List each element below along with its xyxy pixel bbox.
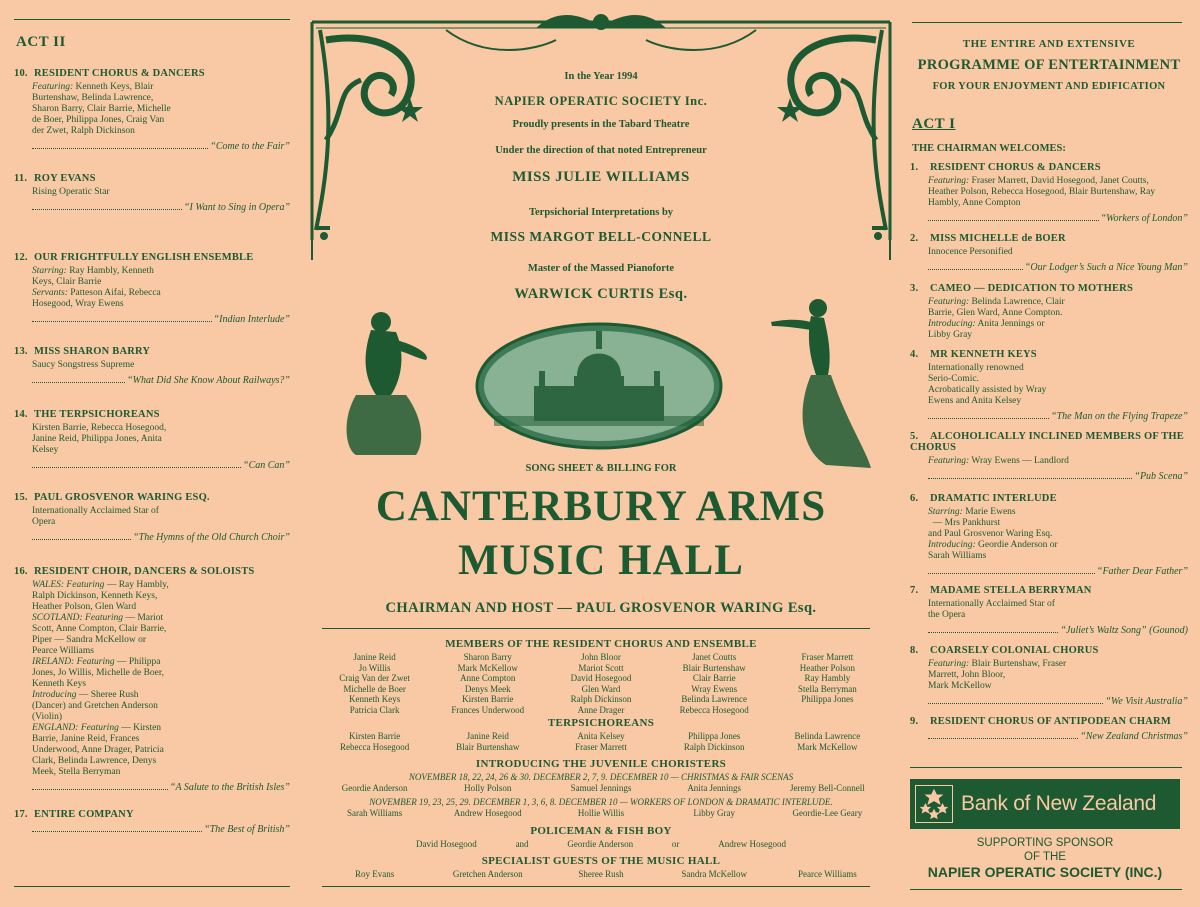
item-song: “Indian Interlude” bbox=[14, 314, 290, 325]
item-title bbox=[910, 585, 1188, 596]
cast-name: Sandra McKellow bbox=[681, 869, 748, 879]
juvenile-dates-2: NOVEMBER 19, 23, 25, 29. DECEMBER 1, 3, 6, 8. DECEMBER 10 — WORKERS OF LONDON & DRAMATIC INTERLUDE. bbox=[369, 797, 833, 807]
item-song: “Juliet’s Waltz Song” (Gounod) bbox=[910, 625, 1188, 636]
item-number: 3. bbox=[910, 283, 919, 294]
cast-name: Philippa Jones bbox=[688, 731, 741, 741]
cast-name: Craig Van der Zwet bbox=[339, 673, 410, 683]
cast-name: or bbox=[671, 839, 680, 849]
item-credits: Starring: Ray Hambly, Kenneth Keys, Clair Barrie Servants: Patteson Aifai, Rebecca Hosegood, Wray Ewens bbox=[32, 266, 161, 309]
cast-name: Ralph Dickinson bbox=[683, 741, 745, 752]
item-heading: MADAME STELLA BERRYMAN bbox=[930, 585, 1092, 596]
cast-name: Mariot Scott bbox=[578, 662, 624, 673]
item-heading: COARSELY COLONIAL CHORUS bbox=[930, 645, 1099, 656]
item-number: 13. bbox=[14, 346, 28, 357]
cast-name: Anita Kelsey bbox=[577, 731, 625, 741]
cast-name: David Hosegood bbox=[416, 839, 477, 849]
item-heading: CAMEO — DEDICATION TO MOTHERS bbox=[930, 283, 1133, 294]
act-two-item bbox=[14, 68, 290, 152]
act-one-item bbox=[910, 283, 1188, 341]
cast-name: Mark McKellow bbox=[797, 741, 858, 752]
cast-name: Ray Hambly bbox=[804, 673, 851, 683]
terpsichoreans-list bbox=[318, 731, 884, 752]
item-title bbox=[910, 162, 1188, 173]
juvenile-list-2 bbox=[318, 808, 884, 819]
cast-name: Anita Jennings bbox=[687, 783, 742, 793]
act-one-item bbox=[910, 585, 1188, 636]
cast-name: Belinda Lawrence bbox=[794, 731, 861, 741]
cast-name: Rebecca Hosegood bbox=[679, 704, 749, 715]
item-number: 17. bbox=[14, 809, 28, 820]
cast-name: Belinda Lawrence bbox=[681, 694, 748, 704]
cast-name: Mark McKellow bbox=[457, 662, 518, 673]
cast-name: Stella Berryman bbox=[798, 683, 857, 694]
item-credits: Featuring: Belinda Lawrence, Clair Barrie, Glen Ward, Anne Compton. Introducing: Anita Jennings or Libby Gray bbox=[928, 297, 1065, 340]
cast-name: Geordie-Lee Geary bbox=[792, 808, 863, 818]
item-song: “What Did She Know About Railways?” bbox=[14, 375, 290, 386]
item-number: 2. bbox=[910, 233, 919, 244]
society-name: NAPIER OPERATIC SOCIETY Inc. bbox=[494, 94, 708, 108]
item-heading: ROY EVANS bbox=[34, 173, 96, 184]
cast-name: Heather Polson bbox=[799, 662, 856, 673]
item-heading: ENTIRE COMPANY bbox=[34, 809, 134, 820]
cast-name: Anne Drager bbox=[577, 704, 625, 715]
playbill-center bbox=[306, 0, 896, 907]
act-one-item bbox=[910, 349, 1188, 422]
direction-line: Under the direction of that noted Entrepreneur bbox=[495, 145, 707, 156]
item-song: “I Want to Sing in Opera” bbox=[14, 202, 290, 213]
item-heading: RESIDENT CHORUS OF ANTIPODEAN CHARM bbox=[930, 716, 1171, 727]
act-two-column bbox=[14, 0, 290, 907]
item-heading: ALCOHOLICALLY INCLINED MEMBERS OF THE CHORUS bbox=[910, 431, 1185, 453]
cast-name: Michelle de Boer bbox=[343, 683, 406, 694]
item-credits: Featuring: Wray Ewens — Landlord bbox=[928, 456, 1069, 466]
bank-logo-banner bbox=[910, 779, 1180, 829]
act-one-item bbox=[910, 233, 1188, 273]
item-title bbox=[910, 233, 1188, 244]
item-heading: THE TERPSICHOREANS bbox=[34, 409, 160, 420]
item-song: “Workers of London” bbox=[910, 213, 1188, 224]
act-two-heading: ACT II bbox=[16, 34, 66, 50]
guests-heading: SPECIALIST GUESTS OF THE MUSIC HALL bbox=[481, 855, 721, 867]
item-title bbox=[14, 566, 290, 577]
cast-name: Hollie Willis bbox=[577, 808, 625, 818]
item-credits: Saucy Songstress Supreme bbox=[32, 360, 135, 370]
item-credits: Rising Operatic Star bbox=[32, 187, 110, 197]
item-title bbox=[14, 809, 290, 820]
item-credits: WALES: Featuring — Ray Hambly, Ralph Dickinson, Kenneth Keys, Heather Polson, Glen Ward SCOTLAND: Featuring — Mariot Scott, Anne Compton, Clair Barrie, Piper — Sandra McKellow or Pearce Williams IRELAND: Featuring — Philippa Jones, Jo Willis, Michelle de Boer, Kenneth Keys Introducing — Sheree Rush (Dancer) and Gretchen Anderson (Violin) ENGLAND: Featuring — Kirsten Barrie, Janine Reid, Frances Underwood, Anne Drager, Patricia Clark, Belinda Lawrence, Denys Meek, Stella Berryman bbox=[32, 580, 169, 777]
item-song: “A Salute to the British Isles” bbox=[14, 782, 290, 793]
item-title bbox=[14, 409, 290, 420]
cast-name: Ralph Dickinson bbox=[570, 694, 632, 704]
terpsichorial-line: Terpsichorial Interpretations by bbox=[528, 207, 674, 218]
song-sheet-line: SONG SHEET & BILLING FOR bbox=[525, 463, 677, 474]
item-song: “Father Dear Father” bbox=[910, 566, 1188, 577]
year-line: In the Year 1994 bbox=[564, 71, 638, 82]
juvenile-dates-1: NOVEMBER 18, 22, 24, 26 & 30. DECEMBER 2, 7, 9. DECEMBER 10 — CHRISTMAS & FAIR SCENAS bbox=[408, 772, 794, 782]
bank-emblem-icon bbox=[915, 785, 953, 823]
members-heading: MEMBERS OF THE RESIDENT CHORUS AND ENSEMBLE bbox=[445, 638, 757, 650]
item-credits: Internationally Acclaimed Star of the Opera bbox=[928, 599, 1055, 620]
item-number: 12. bbox=[14, 252, 28, 263]
item-song: “The Man on the Flying Trapeze” bbox=[910, 411, 1188, 422]
item-number: 6. bbox=[910, 493, 919, 504]
item-song: “We Visit Australia” bbox=[910, 696, 1188, 707]
cast-name: Clair Barrie bbox=[692, 673, 736, 683]
director-name: MISS JULIE WILLIAMS bbox=[512, 169, 690, 185]
act-one-item bbox=[910, 493, 1188, 577]
cathedral-vignette bbox=[474, 321, 724, 451]
cast-name: Jo Willis bbox=[358, 662, 391, 673]
programme-intro-2: PROGRAMME OF ENTERTAINMENT bbox=[917, 57, 1181, 73]
item-credits: Featuring: Kenneth Keys, Blair Burtenshaw, Belinda Lawrence, Sharon Barry, Clair Barrie, Michelle de Boer, Philippa Jones, Craig Van der Zwet, Ralph Dickinson bbox=[32, 82, 171, 136]
act-one-heading: ACT I bbox=[912, 116, 956, 132]
item-song: “Can Can” bbox=[14, 460, 290, 471]
cast-name: and bbox=[515, 839, 529, 849]
presents-line: Proudly presents in the Tabard Theatre bbox=[512, 119, 690, 130]
pianist-name: WARWICK CURTIS Esq. bbox=[514, 286, 688, 302]
cast-name: David Hosegood bbox=[570, 673, 632, 683]
chairman-host: CHAIRMAN AND HOST — PAUL GROSVENOR WARING Esq. bbox=[385, 600, 817, 616]
item-heading: RESIDENT CHORUS & DANCERS bbox=[930, 162, 1101, 173]
item-number: 1. bbox=[910, 162, 919, 173]
item-title bbox=[14, 173, 290, 184]
cast-name: Kenneth Keys bbox=[348, 694, 401, 704]
cast-name: Andrew Hosegood bbox=[718, 839, 786, 849]
dancer-illustration-left bbox=[336, 300, 436, 460]
act-one-column bbox=[910, 0, 1188, 907]
item-credits: Featuring: Fraser Marrett, David Hosegood, Janet Coutts, Heather Polson, Rebecca Hosegood, Blair Burtenshaw, Ray Hambly, Anne Compton bbox=[928, 176, 1156, 208]
item-title bbox=[14, 252, 290, 263]
act-two-item bbox=[14, 809, 290, 835]
dancer-illustration-right bbox=[766, 290, 876, 470]
cast-name: Jeremy Bell-Connell bbox=[790, 783, 865, 793]
cast-name: Wray Ewens bbox=[691, 683, 738, 694]
cast-name: Blair Burtenshaw bbox=[682, 662, 746, 673]
cast-name: Samuel Jennings bbox=[570, 783, 632, 793]
item-title bbox=[910, 349, 1188, 360]
act-two-item bbox=[14, 173, 290, 213]
cast-name: Pearce Williams bbox=[798, 869, 857, 879]
item-title bbox=[910, 431, 1188, 453]
item-credits: Innocence Personified bbox=[928, 247, 1013, 257]
act-two-item bbox=[14, 409, 290, 471]
act-two-item bbox=[14, 492, 290, 543]
title-line-2: MUSIC HALL bbox=[458, 537, 744, 584]
cast-name: Sheree Rush bbox=[578, 869, 624, 879]
act-one-item bbox=[910, 431, 1188, 482]
cast-name: Frances Underwood bbox=[451, 704, 525, 715]
item-heading: RESIDENT CHOIR, DANCERS & SOLOISTS bbox=[34, 566, 255, 577]
item-title bbox=[910, 716, 1188, 727]
cast-name: Glen Ward bbox=[581, 683, 621, 694]
item-title bbox=[910, 283, 1188, 294]
item-number: 7. bbox=[910, 585, 919, 596]
item-credits: Internationally renowned Serio-Comic. Acrobatically assisted by Wray Ewens and Anita Kelsey bbox=[928, 363, 1047, 406]
act-one-item bbox=[910, 716, 1188, 742]
item-heading: MISS SHARON BARRY bbox=[34, 346, 151, 357]
item-title bbox=[14, 346, 290, 357]
item-title bbox=[14, 492, 290, 503]
cast-name: Sharon Barry bbox=[463, 652, 512, 662]
item-number: 11. bbox=[14, 173, 28, 184]
cast-name: Andrew Hosegood bbox=[453, 808, 522, 818]
cast-name: Anne Compton bbox=[460, 673, 516, 683]
act-two-item bbox=[14, 252, 290, 325]
item-heading: MISS MICHELLE de BOER bbox=[930, 233, 1066, 244]
act-one-item bbox=[910, 162, 1188, 224]
pianoforte-line: Master of the Massed Pianoforte bbox=[527, 263, 675, 274]
cast-name: Philippa Jones bbox=[801, 694, 854, 704]
item-heading: PAUL GROSVENOR WARING ESQ. bbox=[34, 492, 210, 503]
item-number: 15. bbox=[14, 492, 28, 503]
act-one-item bbox=[910, 645, 1188, 707]
item-title bbox=[910, 645, 1188, 656]
sponsor-line-3: NAPIER OPERATIC SOCIETY (INC.) bbox=[927, 864, 1163, 880]
programme-intro-1: THE ENTIRE AND EXTENSIVE bbox=[962, 38, 1136, 50]
cast-name: Fraser Marrett bbox=[575, 741, 627, 752]
members-list bbox=[318, 652, 884, 715]
item-song: “Our Lodger’s Such a Nice Young Man” bbox=[910, 262, 1188, 273]
cast-name: Fraser Marrett bbox=[801, 652, 854, 662]
programme-intro-3: FOR YOUR ENJOYMENT AND EDIFICATION bbox=[932, 81, 1166, 92]
item-heading: RESIDENT CHORUS & DANCERS bbox=[34, 68, 205, 79]
cast-name: Sarah Williams bbox=[346, 808, 403, 818]
cast-name: Kirsten Barrie bbox=[348, 731, 401, 741]
item-song: “Pub Scena” bbox=[910, 471, 1188, 482]
item-number: 5. bbox=[910, 431, 919, 442]
item-credits: Kirsten Barrie, Rebecca Hosegood, Janine Reid, Philippa Jones, Anita Kelsey bbox=[32, 423, 167, 455]
cast-name bbox=[771, 705, 884, 716]
juvenile-list-1 bbox=[318, 783, 884, 794]
cast-name: Libby Gray bbox=[693, 808, 736, 818]
policeman-heading: POLICEMAN & FISH BOY bbox=[530, 825, 672, 837]
sponsor-line-2: OF THE bbox=[1024, 851, 1066, 863]
cast-name: Janine Reid bbox=[466, 731, 509, 741]
item-title bbox=[910, 493, 1188, 504]
cast-name: Gretchen Anderson bbox=[452, 869, 523, 879]
juvenile-heading: INTRODUCING THE JUVENILE CHORISTERS bbox=[475, 758, 727, 770]
bank-name: Bank of New Zealand bbox=[961, 792, 1157, 815]
item-song: “New Zealand Christmas” bbox=[910, 731, 1188, 742]
policeman-list bbox=[416, 839, 786, 850]
item-number: 10. bbox=[14, 68, 28, 79]
cast-name: Kirsten Barrie bbox=[462, 694, 514, 704]
item-credits: Internationally Acclaimed Star of Opera bbox=[32, 506, 159, 527]
cast-name: Blair Burtenshaw bbox=[456, 741, 520, 752]
cast-name: Denys Meek bbox=[464, 683, 511, 694]
terpsichoreans-heading: TERPSICHOREANS bbox=[547, 717, 655, 729]
cast-name: Janine Reid bbox=[353, 652, 396, 662]
item-heading: DRAMATIC INTERLUDE bbox=[930, 493, 1057, 504]
item-number: 8. bbox=[910, 645, 919, 656]
sponsor-line-1: SUPPORTING SPONSOR bbox=[976, 837, 1114, 849]
item-number: 16. bbox=[14, 566, 28, 577]
guests-list bbox=[318, 869, 884, 880]
choreographer-name: MISS MARGOT BELL-CONNELL bbox=[490, 229, 712, 244]
item-number: 9. bbox=[910, 716, 919, 727]
cast-name: Holly Polson bbox=[464, 783, 512, 793]
item-number: 14. bbox=[14, 409, 28, 420]
item-song: “Come to the Fair” bbox=[14, 141, 290, 152]
item-number: 4. bbox=[910, 349, 919, 360]
item-credits: Featuring: Blair Burtenshaw, Fraser Marrett, John Bloor, Mark McKellow bbox=[928, 659, 1067, 691]
cast-name: John Bloor bbox=[581, 652, 621, 662]
item-song: “The Best of British” bbox=[14, 824, 290, 835]
item-credits: Starring: Marie Ewens — Mrs Pankhurst and Paul Grosvenor Waring Esq. Introducing: Geordie Anderson or Sarah Williams bbox=[928, 507, 1058, 561]
cast-name: Janet Coutts bbox=[692, 652, 737, 662]
act-two-item bbox=[14, 346, 290, 386]
cast-name: Patricia Clark bbox=[349, 704, 400, 715]
cast-name: Rebecca Hosegood bbox=[339, 741, 410, 752]
item-title bbox=[14, 68, 290, 79]
item-song: “The Hymns of the Old Church Choir” bbox=[14, 532, 290, 543]
item-heading: MR KENNETH KEYS bbox=[930, 349, 1037, 360]
cast-name: Geordie Anderson bbox=[341, 783, 408, 793]
cast-name: Geordie Anderson bbox=[567, 839, 634, 849]
chairman-welcomes: THE CHAIRMAN WELCOMES: bbox=[912, 143, 1066, 154]
act-two-item bbox=[14, 566, 290, 793]
title-line-1: CANTERBURY ARMS bbox=[375, 483, 827, 530]
cast-name: Roy Evans bbox=[354, 869, 395, 879]
item-heading: OUR FRIGHTFULLY ENGLISH ENSEMBLE bbox=[34, 252, 254, 263]
